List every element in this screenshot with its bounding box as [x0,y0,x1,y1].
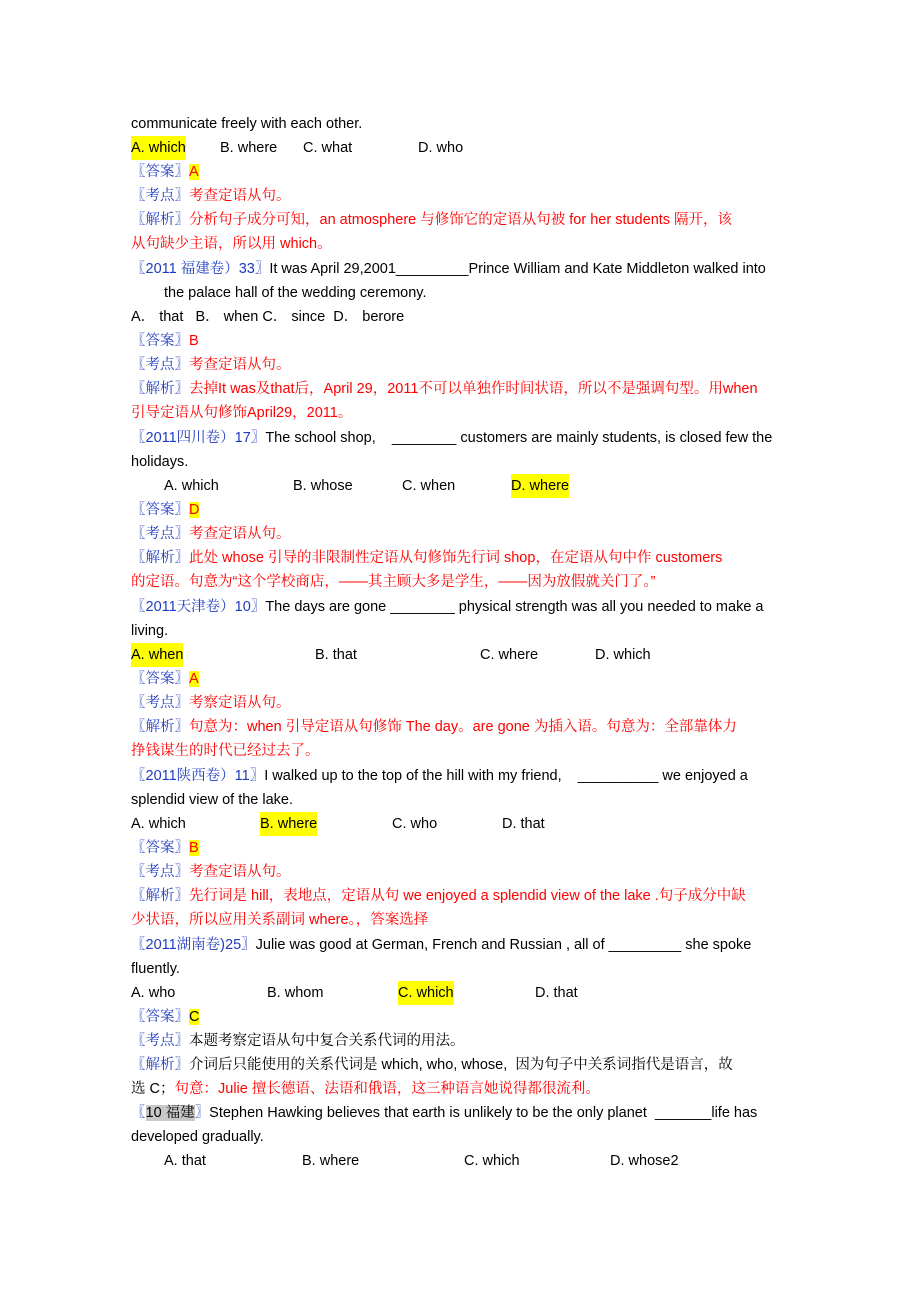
q3-answer: A [189,671,199,687]
q1-stem-line [131,257,801,281]
q3-analysis-2: 挣钱谋生的时代已经过去了。 [131,743,320,759]
q4-answer-line [131,836,801,860]
q1-point-line [131,353,801,377]
q4-option-c: C. who [392,816,438,832]
q3-stem-line [131,595,801,619]
q2-option-b: B. whose [293,478,353,494]
q3-option-a: A. when [131,643,183,667]
q5-options [131,981,801,1005]
q5-analysis-2a: 选 C； [131,1081,175,1097]
q1-stem-2: the palace hall of the wedding ceremony. [164,285,427,301]
q4-stem-2: splendid view of the lake. [131,792,294,808]
q3-analysis-line [131,715,801,739]
q2-stem-1: The school shop, ________ customers are mainly students, is closed few the [265,430,773,446]
point-label: 〖考点〗 [131,1033,189,1049]
q6-tag-close: 〗 [194,1105,210,1121]
q2-option-a: A. which [164,478,219,494]
point-label: 〖考点〗 [131,695,189,711]
q0-analysis-1: 分析句子成分可知，an atmosphere 与修饰它的定语从句被 for her students 隔开，该 [189,212,733,228]
q3-stem-2: living. [131,623,169,639]
q5-stem-2: fluently. [131,961,180,977]
q1-options: A． that B． when C． since D． berore [131,309,405,325]
q4-options [131,812,801,836]
q2-answer: D [189,502,200,518]
q2-option-c: C. when [402,478,456,494]
answer-label: 〖答案〗 [131,164,189,180]
q4-analysis-1: 先行词是 hill，表地点，定语从句 we enjoyed a splendid view of the lake .句子成分中缺 [189,888,746,904]
q5-option-b: B. whom [267,985,324,1001]
q5-analysis-line [131,1053,801,1077]
q3-option-b: B. that [315,647,357,663]
q6-stem-2: developed gradually. [131,1129,264,1145]
answer-label: 〖答案〗 [131,333,189,349]
q0-option-b: B. where [220,140,278,156]
q6-option-c: C. which [464,1153,520,1169]
q3-analysis-1: 句意为：when 引导定语从句修饰 The day。are gone 为插入语。句意为：全部靠体力 [189,719,737,735]
q4-option-b: B. where [260,812,317,836]
q5-analysis-2-line [131,1077,801,1101]
q1-answer: B [189,333,199,349]
q6-options [164,1149,801,1173]
point-label: 〖考点〗 [131,188,189,204]
q0-analysis-2: 从句缺少主语，所以用 which。 [131,236,332,252]
q0-answer-line [131,160,801,184]
q4-analysis-line [131,884,801,908]
q1-point: 考查定语从句。 [189,357,291,373]
q1-tag: 〖2011 福建卷）33〗 [131,261,270,277]
analysis-label: 〖解析〗 [131,1057,189,1073]
q5-point-line [131,1029,801,1053]
q2-stem-line [131,426,801,450]
answer-label: 〖答案〗 [131,671,189,687]
q5-analysis-2b: 句意：Julie 擅长德语、法语和俄语，这三种语言她说得都很流利。 [174,1081,600,1097]
point-label: 〖考点〗 [131,526,189,542]
q1-answer-line [131,329,801,353]
answer-label: 〖答案〗 [131,1009,189,1025]
q6-stem-1: Stephen Hawking believes that earth is unlikely to be the only planet _______life has [209,1105,758,1121]
q0-analysis-line [131,208,801,232]
q5-stem-line [131,933,801,957]
q2-analysis-line [131,546,801,570]
q2-point: 考查定语从句。 [189,526,291,542]
analysis-label: 〖解析〗 [131,550,189,566]
q2-analysis-1: 此处 whose 引导的非限制性定语从句修饰先行词 shop，在定语从句中作 customers [189,550,723,566]
q4-analysis-2: 少状语，所以应用关系副词 where。，答案选择 [131,912,429,928]
answer-label: 〖答案〗 [131,840,189,856]
q4-answer: B [189,840,199,856]
q5-answer: C [189,1009,200,1025]
q0-point-line [131,184,801,208]
q6-stem-line [131,1101,801,1125]
q3-point: 考察定语从句。 [189,695,291,711]
q0-answer: A [189,164,199,180]
q5-option-a: A. who [131,985,176,1001]
q0-stem-end: communicate freely with each other. [131,116,363,132]
q3-options [131,643,801,667]
q4-option-a: A. which [131,816,186,832]
q3-tag: 〖2011天津卷）10〗 [131,599,266,615]
q5-analysis-1: 介词后只能使用的关系代词是 which, who, whose, 因为句子中关系词指代是语言，故 [189,1057,733,1073]
q6-tag-open: 〖 [131,1105,146,1121]
q5-option-c: C. which [398,981,454,1005]
q5-point: 本题考察定语从句中复合关系代词的用法。 [189,1033,465,1049]
q6-option-b: B. where [302,1153,360,1169]
q3-option-d: D. which [595,647,651,663]
q6-option-d: D. whose2 [610,1153,679,1169]
q3-option-c: C. where [480,647,539,663]
q2-options [164,474,801,498]
q6-option-a: A. that [164,1153,206,1169]
q4-stem-1: I walked up to the top of the hill with my friend, __________ we enjoyed a [264,768,748,784]
q3-answer-line [131,667,801,691]
q4-option-d: D. that [502,816,545,832]
q1-analysis-1: 去掉It was及that后，April 29，2011不可以单独作时间状语，所以不是强调句型。用when [189,381,758,397]
analysis-label: 〖解析〗 [131,888,189,904]
analysis-label: 〖解析〗 [131,719,189,735]
q2-tag: 〖2011四川卷）17〗 [131,430,266,446]
q2-point-line [131,522,801,546]
q0-point: 考查定语从句。 [189,188,291,204]
q3-stem-1: The days are gone ________ physical strength was all you needed to make a [265,599,764,615]
q1-analysis-line [131,377,801,401]
analysis-label: 〖解析〗 [131,381,189,397]
q0-option-d: D. who [418,140,464,156]
q6-tag: 10 福建 [145,1105,195,1121]
q5-option-d: D. that [535,985,578,1001]
q0-option-c: C. what [303,140,353,156]
q4-point-line [131,860,801,884]
q3-point-line [131,691,801,715]
q2-answer-line [131,498,801,522]
q2-analysis-2: 的定语。句意为“这个学校商店，——其主顾大多是学生，——因为放假就关门了。” [131,574,656,590]
q1-analysis-2: 引导定语从句修饰April29，2011。 [131,405,353,421]
q4-stem-line [131,764,801,788]
analysis-label: 〖解析〗 [131,212,189,228]
q4-point: 考查定语从句。 [189,864,291,880]
q2-option-d: D. where [511,474,569,498]
q5-answer-line [131,1005,801,1029]
answer-label: 〖答案〗 [131,502,189,518]
q1-stem-1: It was April 29,2001_________Prince William and Kate Middleton walked into [269,261,766,277]
q0-option-a: A. which [131,136,186,160]
point-label: 〖考点〗 [131,357,189,373]
q5-tag: 〖2011湖南卷)25〗 [131,937,256,953]
q0-options [131,136,801,160]
q5-stem-1: Julie was good at German, French and Russian , all of _________ she spoke [255,937,752,953]
q2-stem-2: holidays. [131,454,189,470]
point-label: 〖考点〗 [131,864,189,880]
q4-tag: 〖2011陕西卷）11〗 [131,768,265,784]
